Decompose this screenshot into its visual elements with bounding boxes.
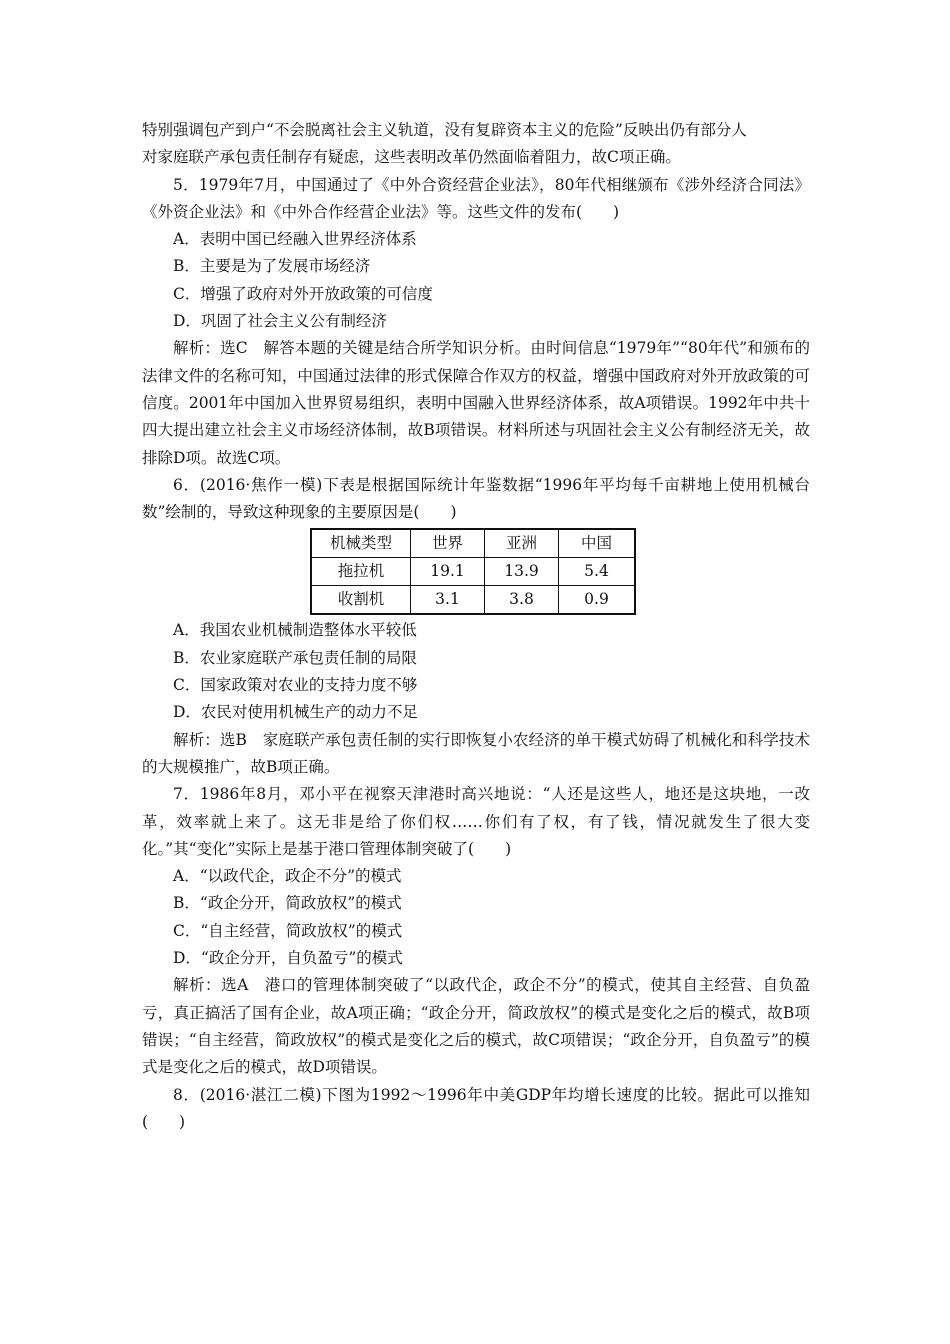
question-6 [142,472,810,781]
question-6-option-d: D．农民对使用机械生产的动力不足 [173,703,418,722]
table-cell: 5.4 [559,558,636,586]
question-7-option-c: C．“自主经营，简政放权”的模式 [173,921,403,940]
question-6-analysis: 解析：选B 家庭联产承包责任制的实行即恢复小农经济的单干模式妨碍了机械化和科学技术的大规模推广，故B项正确。 [142,730,810,776]
question-5-option-c: C．增强了政府对外开放政策的可信度 [173,284,433,303]
question-7-stem: 7．1986年8月，邓小平在视察天津港时高兴地说：“人还是这些人，地还是这块地，一改革，效率就上来了。这无非是给了你们权……你们有了权，有了钱，情况就发生了很大变化。”其“变化”实际上是基于港口管理体制突破了( ) [142,785,810,858]
machinery-table-wrapper [310,528,810,615]
question-6-option-c: C．国家政策对农业的支持力度不够 [173,676,418,695]
table-cell: 0.9 [559,586,636,615]
table-header-cell: 亚洲 [485,529,559,558]
question-6-option-b: B．农业家庭联产承包责任制的局限 [173,648,417,667]
table-row [311,586,635,615]
question-7-analysis: 解析：选A 港口的管理体制突破了“以政代企，政企不分”的模式，使其自主经营、自负盈亏，真正搞活了国有企业，故A项正确；“政企分开，简政放权”的模式是变化之后的模式，故B项错误；“自主经营，简政放权”的模式是变化之后的模式，故C项错误；“政企分开，自负盈亏”的模式是变化之后的模式，故D项错误。 [142,976,810,1077]
question-5-option-a: A．表明中国已经融入世界经济体系 [173,230,417,249]
document-page [142,117,810,1136]
question-5 [142,172,810,472]
continued-analysis-line-1: 特别强调包产到户“不会脱离社会主义轨道，没有复辟资本主义的危险”反映出仍有部分人 [142,121,747,139]
table-header-cell: 机械类型 [311,529,411,558]
table-cell: 3.8 [485,586,559,615]
question-8-stem: 8．(2016·湛江二模)下图为1992～1996年中美GDP年均增长速度的比较。据此可以推知( ) [142,1085,810,1131]
question-8 [142,1082,810,1137]
question-5-analysis: 解析：选C 解答本题的关键是结合所学知识分析。由时间信息“1979年”“80年代”和颁布的法律文件的名称可知，中国通过法律的形式保障合作双方的权益，增强中国政府对外开放政策的可信度。2001年中国加入世界贸易组织，表明中国融入世界经济体系，故A项错误。1992年中共十四大提出建立社会主义市场经济体制，故B项错误。材料所述与巩固社会主义公有制经济无关，故排除D项。故选C项。 [142,339,810,467]
question-7-option-a: A．“以政代企，政企不分”的模式 [173,867,402,886]
question-5-option-d: D．巩固了社会主义公有制经济 [173,312,387,331]
question-6-option-a: A．我国农业机械制造整体水平较低 [173,621,417,640]
table-row [311,558,635,586]
table-header-cell: 中国 [559,529,636,558]
table-cell: 13.9 [485,558,559,586]
question-6-stem: 6．(2016·焦作一模)下表是根据国际统计年鉴数据“1996年平均每千亩耕地上使用机械台数”绘制的，导致这种现象的主要原因是( ) [142,475,810,522]
question-7-option-b: B．“政企分开，简政放权”的模式 [173,894,402,913]
question-5-option-b: B．主要是为了发展市场经济 [173,257,371,276]
table-header-cell: 世界 [411,529,485,558]
table-cell: 3.1 [411,586,485,615]
question-5-stem: 5．1979年7月，中国通过了《中外合资经营企业法》，80年代相继颁布《涉外经济合同法》《外资企业法》和《中外合作经营企业法》等。这些文件的发布( ) [142,175,810,221]
table-cell: 拖拉机 [311,558,411,586]
table-cell: 收割机 [311,586,411,615]
question-7-option-d: D．“政企分开，自负盈亏”的模式 [173,949,403,968]
question-7 [142,781,810,1081]
table-cell: 19.1 [411,558,485,586]
machinery-table [310,528,636,615]
table-header-row [311,529,635,558]
continued-analysis-line-2: 对家庭联产承包责任制存有疑虑，这些表明改革仍然面临着阻力，故C项正确。 [142,148,681,167]
